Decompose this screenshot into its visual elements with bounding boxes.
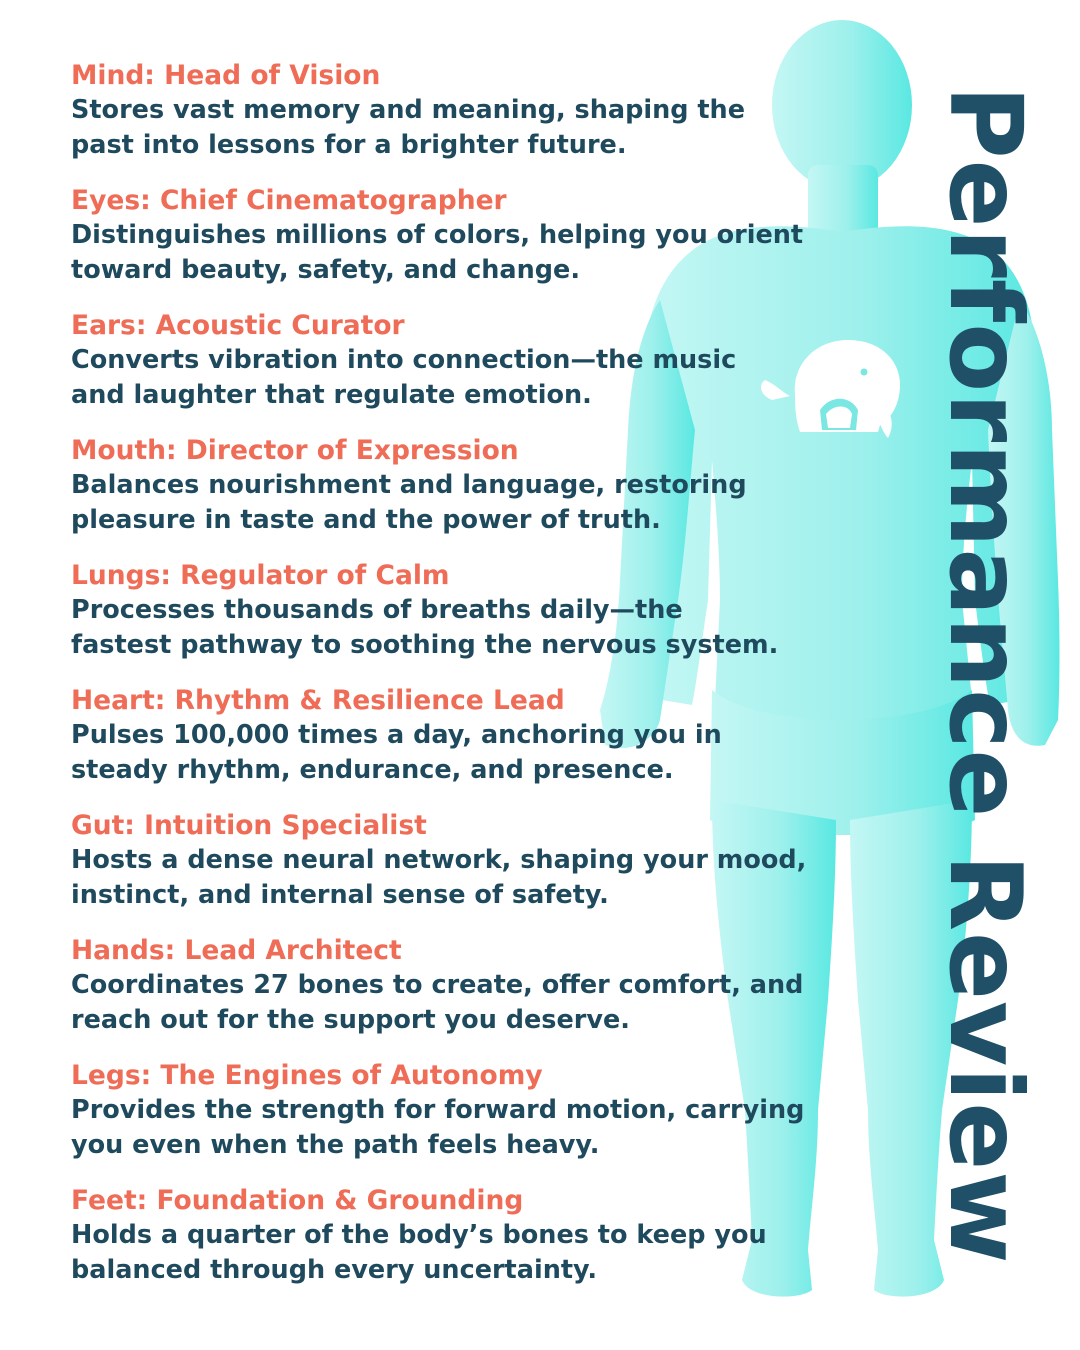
item-heading: Hands: Lead Architect <box>71 935 402 966</box>
list-item-feet <box>71 1183 851 1308</box>
item-heading: Eyes: Chief Cinematographer <box>71 185 507 216</box>
page-title: Performance Review <box>927 85 1044 1265</box>
item-heading: Mouth: Director of Expression <box>71 435 519 466</box>
item-description: Provides the strength for forward motion, carrying you even when the path feels heavy. <box>71 1095 805 1160</box>
item-description: Holds a quarter of the body’s bones to keep you balanced through every uncertainty. <box>71 1220 767 1285</box>
item-description: Distinguishes millions of colors, helping you orient toward beauty, safety, and change. <box>71 220 804 285</box>
item-heading: Lungs: Regulator of Calm <box>71 560 450 591</box>
item-heading: Ears: Acoustic Curator <box>71 310 405 341</box>
item-heading: Mind: Head of Vision <box>71 60 381 91</box>
organ-list <box>71 58 851 1308</box>
item-heading: Feet: Foundation & Grounding <box>71 1185 524 1216</box>
list-item-lungs <box>71 558 851 683</box>
list-item-eyes <box>71 183 851 308</box>
list-item-hands <box>71 933 851 1058</box>
list-item-heart <box>71 683 851 808</box>
item-description: Hosts a dense neural network, shaping your mood, instinct, and internal sense of safety. <box>71 845 807 910</box>
list-item-mouth <box>71 433 851 558</box>
item-description: Converts vibration into connection—the music and laughter that regulate emotion. <box>71 345 737 410</box>
list-item-legs <box>71 1058 851 1183</box>
list-item-gut <box>71 808 851 933</box>
item-description: Processes thousands of breaths daily—the fastest pathway to soothing the nervous system. <box>71 595 779 660</box>
item-heading: Heart: Rhythm & Resilience Lead <box>71 685 565 716</box>
item-description: Balances nourishment and language, restoring pleasure in taste and the power of truth. <box>71 470 747 535</box>
item-heading: Legs: The Engines of Autonomy <box>71 1060 543 1091</box>
item-heading: Gut: Intuition Specialist <box>71 810 427 841</box>
list-item-mind <box>71 58 851 183</box>
item-description: Pulses 100,000 times a day, anchoring you in steady rhythm, endurance, and presence. <box>71 720 722 785</box>
item-description: Coordinates 27 bones to create, offer comfort, and reach out for the support you deserve. <box>71 970 804 1035</box>
item-description: Stores vast memory and meaning, shaping the past into lessons for a brighter future. <box>71 95 745 160</box>
list-item-ears <box>71 308 851 433</box>
